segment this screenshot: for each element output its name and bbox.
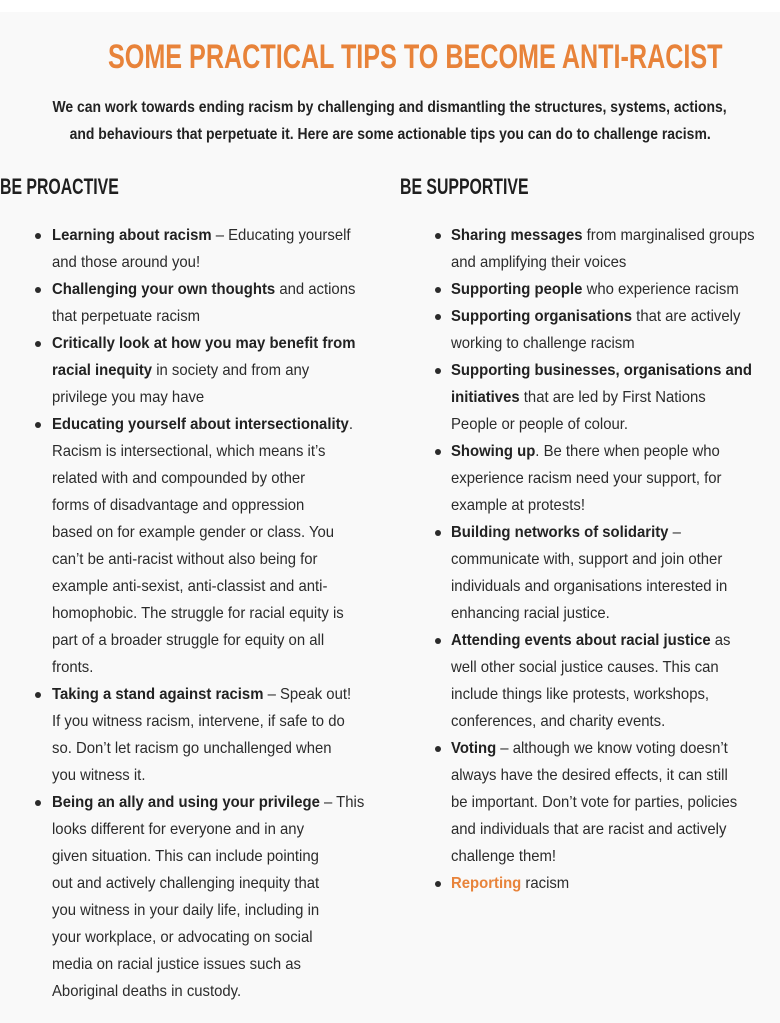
text-segment: Racism is intersectional, which means it’s xyxy=(52,443,326,460)
text-segment: example at protests! xyxy=(451,497,585,514)
list-item-line xyxy=(52,951,390,978)
text-segment: example anti-sexist, anti-classist and anti- xyxy=(52,578,328,595)
list-item-line xyxy=(451,222,780,249)
bullet-icon xyxy=(435,368,441,374)
list-item xyxy=(0,222,390,276)
text-segment: that are led by First Nations xyxy=(519,389,706,406)
text-segment: forms of disadvantage and oppression xyxy=(52,497,305,514)
list-item-line xyxy=(52,249,390,276)
list-item-line xyxy=(451,870,780,897)
list-item-line-text xyxy=(52,897,319,924)
list-item-line-text xyxy=(451,681,709,708)
bullet-icon xyxy=(35,692,41,698)
list-item-line-text xyxy=(52,573,327,600)
list-item-line xyxy=(52,330,390,357)
list-item-line xyxy=(451,573,780,600)
text-segment: fronts. xyxy=(52,659,94,676)
page-title xyxy=(0,38,780,76)
list-item-line xyxy=(451,330,780,357)
text-segment: you witness in your daily life, including in xyxy=(52,902,320,919)
list-item-line-text xyxy=(451,789,737,816)
top-strip xyxy=(0,0,780,12)
bullet-icon xyxy=(435,530,441,536)
list-item-line-text xyxy=(52,519,334,546)
text-segment: – This xyxy=(319,794,365,811)
bold-phrase: Supporting people xyxy=(451,281,583,298)
text-segment: related with and compounded by other xyxy=(52,470,306,487)
list-item-line xyxy=(52,708,390,735)
list-item-line-text xyxy=(52,384,204,411)
text-segment: enhancing racial justice. xyxy=(451,605,610,622)
bullet-icon xyxy=(435,233,441,239)
text-segment: and those around you! xyxy=(52,254,201,271)
list-item-line xyxy=(451,249,780,276)
list-item-line xyxy=(52,465,390,492)
bold-phrase: Attending events about racial justice xyxy=(451,632,711,649)
intro-line xyxy=(0,121,780,148)
text-segment: that are actively xyxy=(632,308,741,325)
text-segment: you witness it. xyxy=(52,767,146,784)
text-segment: always have the desired effects, it can still xyxy=(451,767,728,784)
list-item-line-text xyxy=(451,816,726,843)
intro-line xyxy=(0,94,780,121)
list-item-line xyxy=(52,519,390,546)
text-segment: be important. Don’t vote for parties, policies xyxy=(451,794,738,811)
reporting-link[interactable]: Reporting xyxy=(451,875,522,892)
list-item xyxy=(0,276,390,330)
list-item-line-text xyxy=(52,600,344,627)
list-item xyxy=(400,519,780,627)
text-segment: out and actively challenging inequity that xyxy=(52,875,320,892)
list-item-line-text xyxy=(52,303,200,330)
text-segment: racism xyxy=(521,875,570,892)
proactive-list xyxy=(0,222,390,1005)
intro-line-text: and behaviours that perpetuate it. Here are some actionable tips you can do to challenge racism. xyxy=(69,126,711,143)
list-item-line xyxy=(52,762,390,789)
list-item-line-text xyxy=(451,303,740,330)
bold-phrase: Supporting businesses, organisations and xyxy=(451,362,752,379)
bold-phrase: Voting xyxy=(451,740,497,757)
bold-phrase: racial inequity xyxy=(52,362,153,379)
text-segment: from marginalised groups xyxy=(582,227,755,244)
text-segment: media on racial justice issues such as xyxy=(52,956,301,973)
text-segment: communicate with, support and join other xyxy=(451,551,723,568)
text-segment: privilege you may have xyxy=(52,389,205,406)
text-segment: If you witness racism, intervene, if safe to do xyxy=(52,713,345,730)
bold-phrase: Learning about racism xyxy=(52,227,212,244)
list-item xyxy=(400,303,780,357)
list-item-line xyxy=(451,519,780,546)
list-item-line xyxy=(451,276,780,303)
bullet-icon xyxy=(35,233,41,239)
list-item xyxy=(0,411,390,681)
list-item-line xyxy=(52,573,390,600)
bold-phrase: Building networks of solidarity xyxy=(451,524,669,541)
list-item-line-text xyxy=(451,546,722,573)
list-item-line-text xyxy=(52,249,200,276)
bullet-icon xyxy=(435,881,441,887)
list-item-line xyxy=(52,978,390,1005)
list-item-line xyxy=(451,600,780,627)
heading-be-supportive xyxy=(400,172,578,202)
text-segment: well other social justice causes. This can xyxy=(451,659,719,676)
list-item-line-text xyxy=(451,465,721,492)
text-segment: in society and from any xyxy=(152,362,310,379)
bullet-icon xyxy=(435,638,441,644)
list-item-line-text xyxy=(52,789,364,816)
bold-phrase: Educating yourself about intersectionality xyxy=(52,416,349,433)
bullet-icon xyxy=(35,422,41,428)
supportive-column xyxy=(400,222,780,897)
list-item-line-text xyxy=(52,411,353,438)
list-item-line xyxy=(52,897,390,924)
text-segment: – Educating yourself xyxy=(211,227,351,244)
text-segment: that perpetuate racism xyxy=(52,308,201,325)
list-item-line-text xyxy=(52,492,304,519)
bold-phrase: Taking a stand against racism xyxy=(52,686,264,703)
text-segment: People or people of colour. xyxy=(451,416,629,433)
list-item-line-text xyxy=(451,708,665,735)
list-item-line xyxy=(52,357,390,384)
list-item-line-text xyxy=(451,276,739,303)
text-segment: based on for example gender or class. You xyxy=(52,524,335,541)
list-item-line xyxy=(451,789,780,816)
text-segment: homophobic. The struggle for racial equity is xyxy=(52,605,344,622)
text-segment: looks different for everyone and in any xyxy=(52,821,305,838)
text-segment: . xyxy=(348,416,353,433)
list-item-line-text xyxy=(451,870,569,897)
list-item-line-text xyxy=(52,735,332,762)
text-segment: conferences, and charity events. xyxy=(451,713,666,730)
bold-phrase: Critically look at how you may benefit from xyxy=(52,335,356,352)
bold-phrase: Supporting organisations xyxy=(451,308,633,325)
list-item-line-text xyxy=(52,681,351,708)
heading-be-proactive xyxy=(0,172,165,202)
list-item-line xyxy=(52,303,390,330)
text-segment: – xyxy=(668,524,681,541)
list-item-line xyxy=(52,789,390,816)
list-item-line-text xyxy=(451,600,610,627)
list-item-line-text xyxy=(451,735,728,762)
list-item-line-text xyxy=(52,276,355,303)
list-item-line xyxy=(451,708,780,735)
list-item-line-text xyxy=(451,654,719,681)
page-title-text: SOME PRACTICAL TIPS TO BECOME ANTI-RACIST xyxy=(107,38,723,76)
text-segment: and actions xyxy=(275,281,356,298)
list-item-line-text xyxy=(52,978,241,1005)
list-item-line-text xyxy=(52,222,351,249)
list-item-line xyxy=(52,492,390,519)
list-item-line xyxy=(52,438,390,465)
list-item-line xyxy=(52,222,390,249)
text-segment: so. Don’t let racism go unchallenged when xyxy=(52,740,332,757)
list-item-line-text xyxy=(52,654,93,681)
list-item-line-text xyxy=(52,438,325,465)
bullet-icon xyxy=(435,314,441,320)
list-item-line xyxy=(451,357,780,384)
list-item-line xyxy=(451,762,780,789)
list-item-line xyxy=(52,276,390,303)
list-item-line xyxy=(451,492,780,519)
supportive-list xyxy=(400,222,780,897)
list-item-line xyxy=(52,816,390,843)
list-item-line-text xyxy=(451,762,728,789)
text-segment: working to challenge racism xyxy=(451,335,635,352)
intro-paragraph xyxy=(0,94,780,148)
list-item-line xyxy=(52,843,390,870)
list-item-line xyxy=(451,654,780,681)
list-item xyxy=(400,438,780,519)
text-segment: your workplace, or advocating on social xyxy=(52,929,313,946)
list-item-line xyxy=(451,843,780,870)
list-item-line-text xyxy=(451,843,556,870)
list-item-line-text xyxy=(52,870,319,897)
heading-text: BE PROACTIVE xyxy=(0,174,119,199)
list-item-line xyxy=(52,654,390,681)
list-item-line-text xyxy=(52,924,313,951)
text-segment: include things like protests, workshops, xyxy=(451,686,710,703)
list-item-line-text xyxy=(451,357,752,384)
list-item-line-text xyxy=(52,762,145,789)
list-item-line xyxy=(451,735,780,762)
bullet-icon xyxy=(35,800,41,806)
list-item xyxy=(400,357,780,438)
list-item-line xyxy=(52,681,390,708)
list-item-line xyxy=(451,411,780,438)
list-item xyxy=(400,735,780,870)
list-item xyxy=(0,681,390,789)
list-item-line xyxy=(451,438,780,465)
list-item-line-text xyxy=(451,384,706,411)
bullet-icon xyxy=(435,746,441,752)
list-item-line-text xyxy=(451,249,626,276)
bold-phrase: Being an ally and using your privilege xyxy=(52,794,320,811)
bullet-icon xyxy=(435,449,441,455)
list-item-line xyxy=(52,924,390,951)
text-segment: – although we know voting doesn’t xyxy=(496,740,728,757)
text-segment: as xyxy=(710,632,731,649)
list-item-line-text xyxy=(451,438,720,465)
list-item-line-text xyxy=(451,492,585,519)
text-segment: can’t be anti-racist without also being for xyxy=(52,551,318,568)
text-segment: experience racism need your support, for xyxy=(451,470,722,487)
list-item-line xyxy=(52,735,390,762)
list-item-line-text xyxy=(52,330,355,357)
list-item-line xyxy=(52,600,390,627)
bullet-icon xyxy=(435,287,441,293)
list-item-line xyxy=(52,411,390,438)
list-item xyxy=(400,276,780,303)
list-item-line xyxy=(451,546,780,573)
list-item-line xyxy=(451,627,780,654)
bold-phrase: Showing up xyxy=(451,443,536,460)
list-item-line xyxy=(52,870,390,897)
intro-line-text: We can work towards ending racism by challenging and dismantling the structures, systems, actions, xyxy=(52,99,728,116)
text-segment: and amplifying their voices xyxy=(451,254,627,271)
text-segment: individuals and organisations interested in xyxy=(451,578,728,595)
list-item-line-text xyxy=(52,951,301,978)
list-item xyxy=(400,870,780,897)
list-item xyxy=(400,627,780,735)
list-item-line-text xyxy=(52,357,309,384)
list-item-line-text xyxy=(52,816,304,843)
text-segment: challenge them! xyxy=(451,848,557,865)
text-segment: Aboriginal deaths in custody. xyxy=(52,983,242,1000)
list-item-line-text xyxy=(52,708,345,735)
list-item-line-text xyxy=(451,627,730,654)
list-item-line xyxy=(451,303,780,330)
text-segment: given situation. This can include pointing xyxy=(52,848,319,865)
list-item-line-text xyxy=(451,222,755,249)
list-item xyxy=(0,789,390,1005)
list-item-line-text xyxy=(451,330,635,357)
bold-phrase: Sharing messages xyxy=(451,227,583,244)
list-item-line-text xyxy=(451,573,727,600)
text-segment: – Speak out! xyxy=(263,686,352,703)
list-item-line-text xyxy=(52,843,319,870)
text-segment: part of a broader struggle for equity on all xyxy=(52,632,325,649)
list-item-line xyxy=(52,546,390,573)
list-item-line xyxy=(451,465,780,492)
heading-text: BE SUPPORTIVE xyxy=(400,174,529,199)
list-item-line-text xyxy=(451,411,628,438)
bullet-icon xyxy=(35,341,41,347)
text-segment: who experience racism xyxy=(582,281,739,298)
list-item-line xyxy=(451,681,780,708)
list-item-line xyxy=(52,627,390,654)
bold-phrase: initiatives xyxy=(451,389,520,406)
bold-phrase: Challenging your own thoughts xyxy=(52,281,276,298)
list-item-line xyxy=(451,816,780,843)
list-item-line-text xyxy=(451,519,681,546)
list-item-line-text xyxy=(52,465,305,492)
proactive-column xyxy=(0,222,390,1005)
text-segment: and individuals that are racist and actively xyxy=(451,821,727,838)
list-item-line xyxy=(52,384,390,411)
list-item-line-text xyxy=(52,546,318,573)
list-item-line-text xyxy=(52,627,324,654)
bullet-icon xyxy=(35,287,41,293)
list-item-line xyxy=(451,384,780,411)
text-segment: . Be there when people who xyxy=(535,443,720,460)
list-item xyxy=(0,330,390,411)
list-item xyxy=(400,222,780,276)
